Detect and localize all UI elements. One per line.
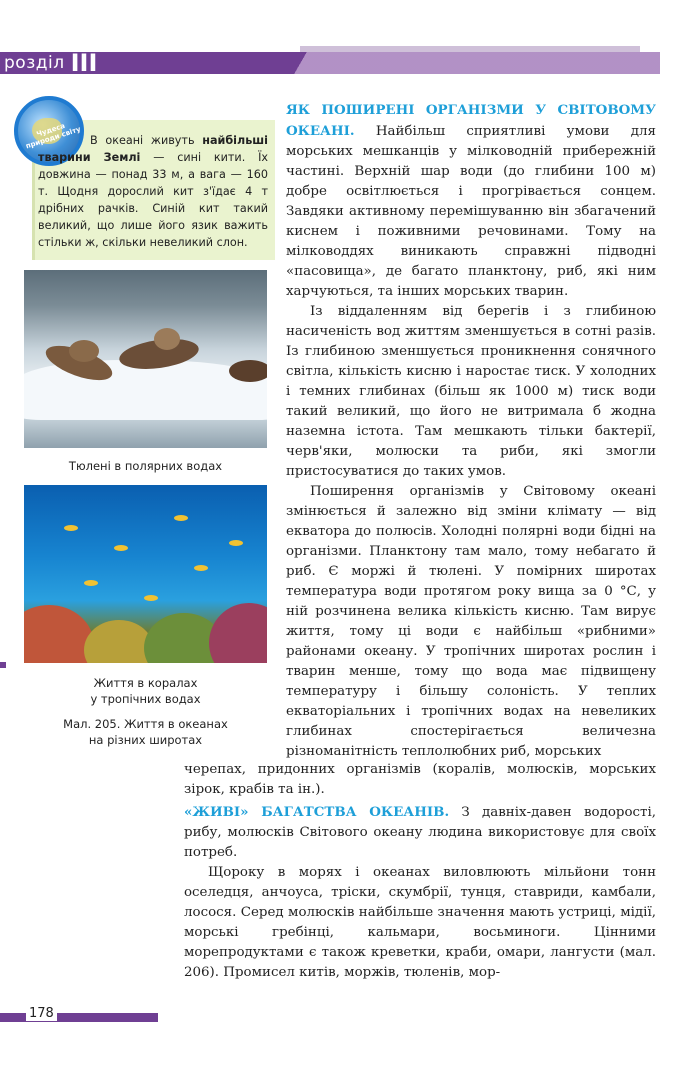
section-word: розділ: [4, 53, 65, 73]
margin-mark: [0, 662, 6, 668]
section2-heading: «ЖИВІ» БАГАТСТВА ОКЕАНІВ.: [184, 804, 450, 820]
caption-corals: [24, 675, 267, 707]
fish: [229, 540, 243, 546]
figure-caption-line1: Мал. 205. Життя в океанах: [63, 717, 228, 731]
section1-p1-text: Найбільш сприятливі умови для морських мешканців у мілководній прибережній частині. Верхній шар води (до глибини 100 м) добре освітлюється і прогрівається сонцем. Завдяки активному перемішуванню він збагачений киснем і поживними речовинами. Тому на мілководдях виникають справжні підводні «пасовища», де багато планктону, риб, які ним харчуються, та інших морських тварин.: [286, 124, 656, 299]
fact-text: [38, 132, 268, 251]
globe-label: Чудеса природи світу: [24, 121, 82, 151]
main-column: [286, 100, 656, 762]
fact-text-bold: найбільші тварини Землі: [38, 134, 268, 164]
fact-text-rest: — сині кити. Їх довжина — понад 33 м, а вага — 160 т. Щодня дорослий кит з'їдає 4 т дрібних рачків. Синій кит такий великий, що лише його язик важить стільки ж, скільки невеликий слон.: [38, 151, 268, 249]
section1-paragraph3-cont: черепах, придонних організмів (коралів, молюсків, морських зірок, крабів та ін.).: [184, 762, 656, 797]
seals-photo: [24, 270, 267, 448]
section2-p1-text: З давніх-давен водорості, рибу, молюсків Світового океану людина використовує для своїх потреб.: [184, 805, 656, 860]
fact-box: [14, 96, 272, 266]
caption-corals-line1: Життя в коралах: [93, 676, 198, 690]
seal: [229, 360, 267, 382]
fish: [174, 515, 188, 521]
section2-paragraph1: [184, 802, 656, 863]
section1-heading: ЯК ПОШИРЕНІ ОРГАНІЗМИ У СВІТОВОМУ ОКЕАНІ.: [286, 102, 656, 139]
header-light-stripe: [150, 52, 660, 74]
section1-paragraph3: Поширення організмів у Світовому океані змінюється й залежно від зміни клімату — від екватора до полюсів. Холодні полярні води бідні на організми. Планктону там мало, тому небагато й риб. Є моржі й тюлені. У помірних широтах температура води протягом року вища за 0 °С, у ній розчинена велика кількість кисню. Там вирує життя, тому ці води є найбільш «рибними» районами океану. У тропічних широтах рослин і тварин менше, тому що вода має підвищену температуру і більшу солоність. У теплих екваторіальних і тропічних водах на невеликих глибинах спостерігається величезна різноманітність теплолюбних риб, морських: [286, 484, 656, 759]
section-number: III: [70, 49, 98, 77]
fish: [194, 565, 208, 571]
fact-text-intro: В океані живуть: [90, 134, 203, 147]
page-number: 178: [26, 1006, 57, 1021]
seal: [154, 328, 180, 350]
section1-paragraph2: Із віддаленням від берегів і з глибиною насиченість вод життям зменшується в сотні разів. Із глибиною зменшується проникнення сонячного світла, кількість кисню і наростає тиск. У холодних і темних глибинах (більш як 1000 м) тиск води такий великий, що його не витримала б жодна наземна істота. Там мешкають тільки бактерії, черв'яки, молюски та риби, які змогли пристосуватися до таких умов.: [286, 304, 656, 479]
section-label: [4, 50, 97, 76]
caption-corals-line2: у тропічних водах: [90, 692, 201, 706]
figure-caption: [24, 716, 267, 748]
figure-caption-line2: на різних широтах: [88, 733, 203, 747]
coral-photo: [24, 485, 267, 663]
seal: [69, 340, 99, 362]
coral: [209, 603, 267, 663]
full-width-column: [184, 760, 656, 983]
fish: [144, 595, 158, 601]
footer-bar: [0, 1013, 158, 1022]
section1-paragraph1: [286, 100, 656, 302]
section2-paragraph2: Щороку в морях і океанах виловлюють мільйони тонн оселедця, анчоуса, тріски, скумбрії, тунця, ставриди, камбали, лосося. Серед молюсків найбільше значення мають устриці, мідії, морські гребінці, кальмари, восьминоги. Цінними морепродуктами є також креветки, краби, омари, лангусти (мал. 206). Промисел китів, моржів, тюленів, мор-: [184, 865, 656, 980]
fish: [84, 580, 98, 586]
fish: [64, 525, 78, 531]
caption-seals: Тюлені в полярних водах: [68, 459, 223, 473]
fish: [114, 545, 128, 551]
